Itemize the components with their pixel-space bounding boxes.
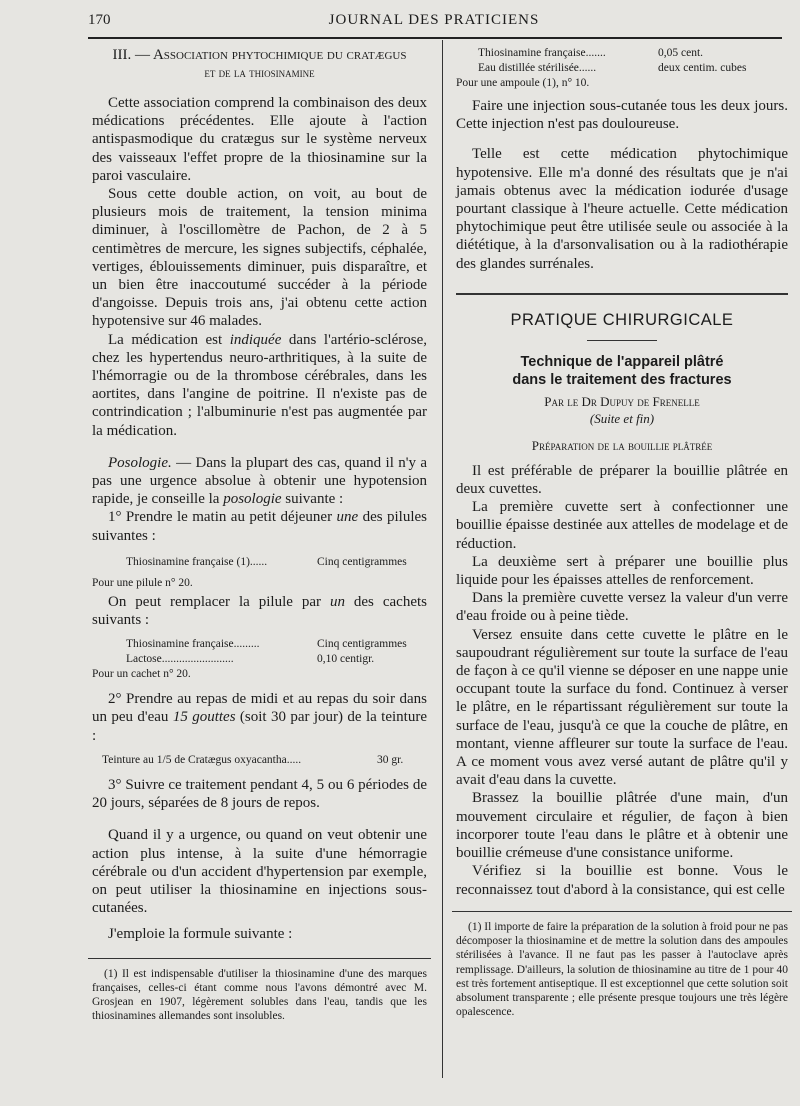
item-1: 1° Prendre le matin au petit déjeuner une des pilules suivantes : bbox=[92, 509, 427, 544]
formula-line: Teinture au 1/5 de Cratægus oxyacantha..... 30 gr. bbox=[102, 753, 404, 766]
column-divider bbox=[442, 40, 443, 1078]
paragraph: La médication est indiquée dans l'artério-sclérose, chez les hypertendus neuro-arthritiques, à la suite de l'hémorragie ou de la thrombose cérébrales, dans les aortites, dans l'angine de poitrine. Il n'existe pas de contrindication ; l'albuminurie n'est pas augmentée par la médication. bbox=[92, 331, 427, 439]
header-rule bbox=[88, 37, 782, 39]
title-rule bbox=[587, 340, 657, 341]
running-title: JOURNAL DES PRATICIENS bbox=[328, 12, 540, 28]
paragraph: Faire une injection sous-cutanée tous les deux jours. Cette injection n'est pas douloureuse. bbox=[456, 98, 788, 133]
paragraph: J'emploie la formule suivante : bbox=[108, 926, 293, 943]
paragraph: Versez ensuite dans cette cuvette le plâtre en le saupoudrant régulièrement sur toute la surface de l'eau de façon à ce qu'il vienne se déposer en une nappe unie occupant toute la surface du fond. Continuez à verser le plâtre, en le répartissant régulièrement sur toute la surface de l'eau, jusqu'à ce que la couche de plâtre, en montant, vienne affleurer sur toute la surface de l'eau. A ce moment vous avez versé autant de plâtre qu'il y avait d'eau dans la cuvette. bbox=[456, 626, 788, 789]
formula-note: Pour une pilule n° 20. bbox=[92, 576, 193, 589]
item-2: 2° Prendre au repas de midi et au repas du soir dans un peu d'eau 15 gouttes (soit 30 par jour) de la teinture : bbox=[92, 691, 427, 744]
formula-line: Thiosinamine française (1)...... Cinq centigrammes bbox=[126, 555, 407, 568]
article-title: Technique de l'appareil plâtré bbox=[520, 353, 724, 370]
article-title: dans le traitement des fractures bbox=[512, 371, 732, 388]
section-title: III. — Association phytochimique du cratægus bbox=[112, 47, 407, 63]
section-subtitle: et de la thiosinamine bbox=[204, 65, 315, 80]
formula-line: Lactose......................... 0,10 centigr. bbox=[126, 653, 375, 666]
footnote-rule bbox=[452, 911, 792, 912]
item-3: 3° Suivre ce traitement pendant 4, 5 ou 6 périodes de 20 jours, séparées de 8 jours de repos. bbox=[92, 776, 427, 812]
article-continuation: (Suite et fin) bbox=[589, 410, 655, 426]
paragraph: Brassez la bouillie plâtrée d'une main, d'un mouvement circulaire et régulier, de façon à bien incorporer toute l'eau dans le plâtre et à obtenir une bouillie crémeuse d'une consistance uniforme. bbox=[456, 790, 788, 862]
paragraph: Vérifiez si la bouillie est bonne. Vous le reconnaissez tout d'abord à la consistance, qui est celle bbox=[456, 863, 788, 898]
formula-note: Pour une ampoule (1), n° 10. bbox=[456, 77, 590, 89]
formula-note: Pour un cachet n° 20. bbox=[92, 668, 191, 681]
right-column bbox=[456, 46, 788, 1020]
footnote: (1) Il est indispensable d'utiliser la thiosinamine d'une des marques françaises, celles-ci étant comme nous l'avons démontré avec M. Grosjean en 1907, légèrement solubles dans l'eau, tandis que les thiosinamines allemandes sont insolubles. bbox=[92, 967, 427, 1023]
paragraph: La première cuvette sert à confectionner une bouillie épaisse destinée aux attelles de modelage et de réduction. bbox=[456, 499, 788, 552]
section-rule bbox=[456, 293, 788, 295]
byline: Par le Dr Dupuy de Frenelle bbox=[544, 393, 700, 409]
left-column bbox=[92, 46, 427, 1024]
paragraph: Il est préférable de préparer la bouillie plâtrée en deux cuvettes. bbox=[456, 462, 788, 498]
footnote-rule bbox=[88, 958, 431, 959]
footnote: (1) Il importe de faire la préparation de la solution à froid pour ne pas décomposer la thiosinamine et de mettre la solution dans des ampoules stérilisées à l'avance. Il ne faut pas les passer à l'autoclave après remplissage. D'ailleurs, la solution de thiosinamine au titre de 1 pour 40 est très fortement antiseptique. Il est exceptionnel que cette solution soit absolument transparente ; elle présente presque toujours une très légère opalescence. bbox=[456, 920, 788, 1019]
section-heading: PRATIQUE CHIRURGICALE bbox=[510, 310, 734, 329]
formula-line: Thiosinamine française....... 0,05 cent. bbox=[478, 47, 704, 59]
formula-line: Thiosinamine française......... Cinq centigrammes bbox=[126, 638, 407, 651]
paragraph: La deuxième sert à préparer une bouillie plus liquide pour les épaisses attelles de renforcement. bbox=[456, 553, 788, 589]
page-header bbox=[88, 12, 780, 34]
paragraph: Quand il y a urgence, ou quand on veut obtenir une action plus intense, à la suite d'une hémorragie cérébrale ou d'un accident d'hypertension par exemple, on peut utiliser la thiosinamine en injections sous-cutanées. bbox=[92, 827, 427, 917]
posologie-paragraph: Posologie. — Dans la plupart des cas, quand il n'y a pas une urgence absolue à obtenir une hypotension rapide, je conseille la posologie suivante : bbox=[92, 454, 427, 508]
paragraph: Dans la première cuvette versez la valeur d'un verre d'eau froide ou à peine tiède. bbox=[456, 590, 788, 625]
paragraph: Telle est cette médication phytochimique hypotensive. Elle m'a donné des résultats que je n'ai jamais obtenus avec la médication iodurée d'usage pourtant classique à l'heure actuelle. Cette médication phytochimique peut être utilisée seule ou associée à la diététique, à la d'arsonvalisation ou à la radiothérapie des glandes surrénales. bbox=[456, 146, 788, 272]
paragraph: Cette association comprend la combinaison des deux médications précédentes. Elle ajoute à l'action antispasmodique du cratægus sur le système nerveux des vaisseaux l'effet propre de la thiosinamine sur la paroi vasculaire. bbox=[92, 95, 427, 184]
subheading: Préparation de la bouillie plâtrée bbox=[531, 437, 713, 453]
page-number: 170 bbox=[88, 12, 111, 28]
paragraph: Sous cette double action, on voit, au bout de plusieurs mois de traitement, la tension minima diminuer, à l'oscillomètre de Pachon, de 2 à 5 centimètres de mercure, les signes subjectifs, céphalée, vertiges, éblouissements diminuer, puis disparaître, et un bien être inaccoutumé succéder à la période d'angoisse. Depuis trois ans, j'ai obtenu cette action hypotensive sur 46 malades. bbox=[92, 186, 427, 330]
paragraph: On peut remplacer la pilule par un des cachets suivants : bbox=[92, 593, 427, 629]
formula-line: Eau distillée stérilisée...... deux centim. cubes bbox=[478, 62, 747, 74]
